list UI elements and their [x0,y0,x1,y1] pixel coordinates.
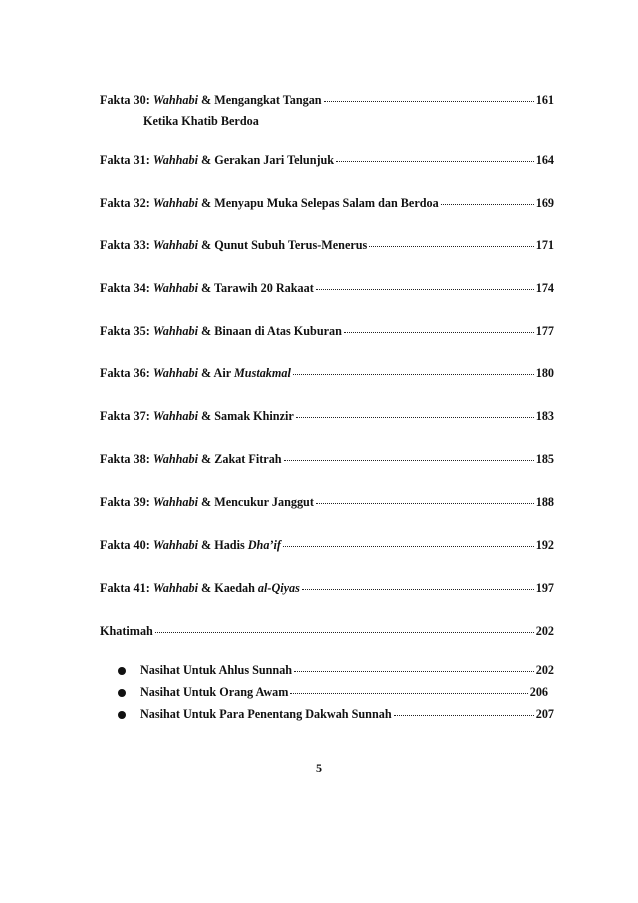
toc-page-number: 177 [535,324,554,338]
toc-entry-label: Nasihat Untuk Orang Awam [140,685,289,699]
dot-leader [296,417,534,418]
toc-page-number: 169 [535,196,554,210]
toc-entry-continuation: Ketika Khatib Berdoa [143,114,259,128]
toc-page-number: 183 [535,409,554,423]
toc-page-number: 164 [535,153,554,167]
toc-entry-label: Fakta 30: Wahhabi & Mengangkat Tangan [100,93,322,107]
toc-entry-fakta-37[interactable] [100,408,554,424]
toc-entry-fakta-36[interactable] [100,365,554,381]
toc-entry-label: Fakta 33: Wahhabi & Qunut Subuh Terus-Menerus [100,238,368,252]
toc-entry-fakta-39[interactable] [100,494,554,510]
dot-leader [316,289,534,290]
toc-entry-label: Nasihat Untuk Ahlus Sunnah [140,663,293,677]
toc-page-number: 192 [535,538,554,552]
toc-entry-label: Fakta 36: Wahhabi & Air Mustakmal [100,366,291,380]
dot-leader [344,332,534,333]
toc-entry-label: Fakta 35: Wahhabi & Binaan di Atas Kuburan [100,324,342,338]
toc-entry-fakta-31[interactable] [100,152,554,168]
toc-entry-fakta-41[interactable] [100,580,554,596]
toc-page-number: 171 [535,238,554,252]
page-number: 5 [316,761,322,775]
dot-leader [324,101,534,102]
toc-entry-label: Fakta 37: Wahhabi & Samak Khinzir [100,409,294,423]
toc-entry-label: Fakta 31: Wahhabi & Gerakan Jari Telunjuk [100,153,335,167]
toc-entry-fakta-40[interactable] [100,537,554,553]
toc-entry-label: Khatimah [100,624,153,638]
toc-page-number: 202 [535,624,554,638]
dot-leader [290,693,527,694]
toc-entry-label: Fakta 32: Wahhabi & Menyapu Muka Selepas Salam dan Berdoa [100,196,439,210]
dot-leader [283,546,534,547]
toc-entry-label: Fakta 41: Wahhabi & Kaedah al-Qiyas [100,581,300,595]
bullet-icon [118,689,126,697]
dot-leader [336,161,534,162]
toc-page-number: 180 [535,366,554,380]
toc-page-number: 206 [529,685,548,699]
toc-page-number: 174 [535,281,554,295]
toc-entry-fakta-34[interactable] [100,280,554,296]
toc-entry-khatimah[interactable] [100,623,554,639]
toc-entry-nasihat-ahlus-sunnah[interactable] [140,662,554,678]
dot-leader [369,246,533,247]
toc-entry-nasihat-orang-awam[interactable] [140,684,548,700]
dot-leader [293,374,534,375]
toc-entry-nasihat-penentang-dakwah[interactable] [140,706,554,722]
toc-page-number: 161 [535,93,554,107]
dot-leader [441,204,534,205]
toc-entry-label: Nasihat Untuk Para Penentang Dakwah Sunnah [140,707,392,721]
toc-entry-fakta-38[interactable] [100,451,554,467]
dot-leader [394,715,534,716]
toc-entry-fakta-33[interactable] [100,237,554,253]
toc-page-number: 185 [535,452,554,466]
toc-page-number: 188 [535,495,554,509]
dot-leader [302,589,534,590]
dot-leader [155,632,534,633]
toc-entry-label: Fakta 40: Wahhabi & Hadis Dha’if [100,538,281,552]
bullet-icon [118,711,126,719]
toc-page-number: 202 [535,663,554,677]
toc-entry-fakta-30[interactable] [100,92,554,108]
bullet-icon [118,667,126,675]
dot-leader [294,671,534,672]
toc-entry-label: Fakta 34: Wahhabi & Tarawih 20 Rakaat [100,281,314,295]
toc-entry-fakta-35[interactable] [100,323,554,339]
toc-page-number: 197 [535,581,554,595]
toc-entry-label: Fakta 39: Wahhabi & Mencukur Janggut [100,495,314,509]
toc-entry-label: Fakta 38: Wahhabi & Zakat Fitrah [100,452,282,466]
toc-entry-fakta-32[interactable] [100,195,554,211]
dot-leader [284,460,534,461]
toc-page-number: 207 [535,707,554,721]
dot-leader [316,503,534,504]
